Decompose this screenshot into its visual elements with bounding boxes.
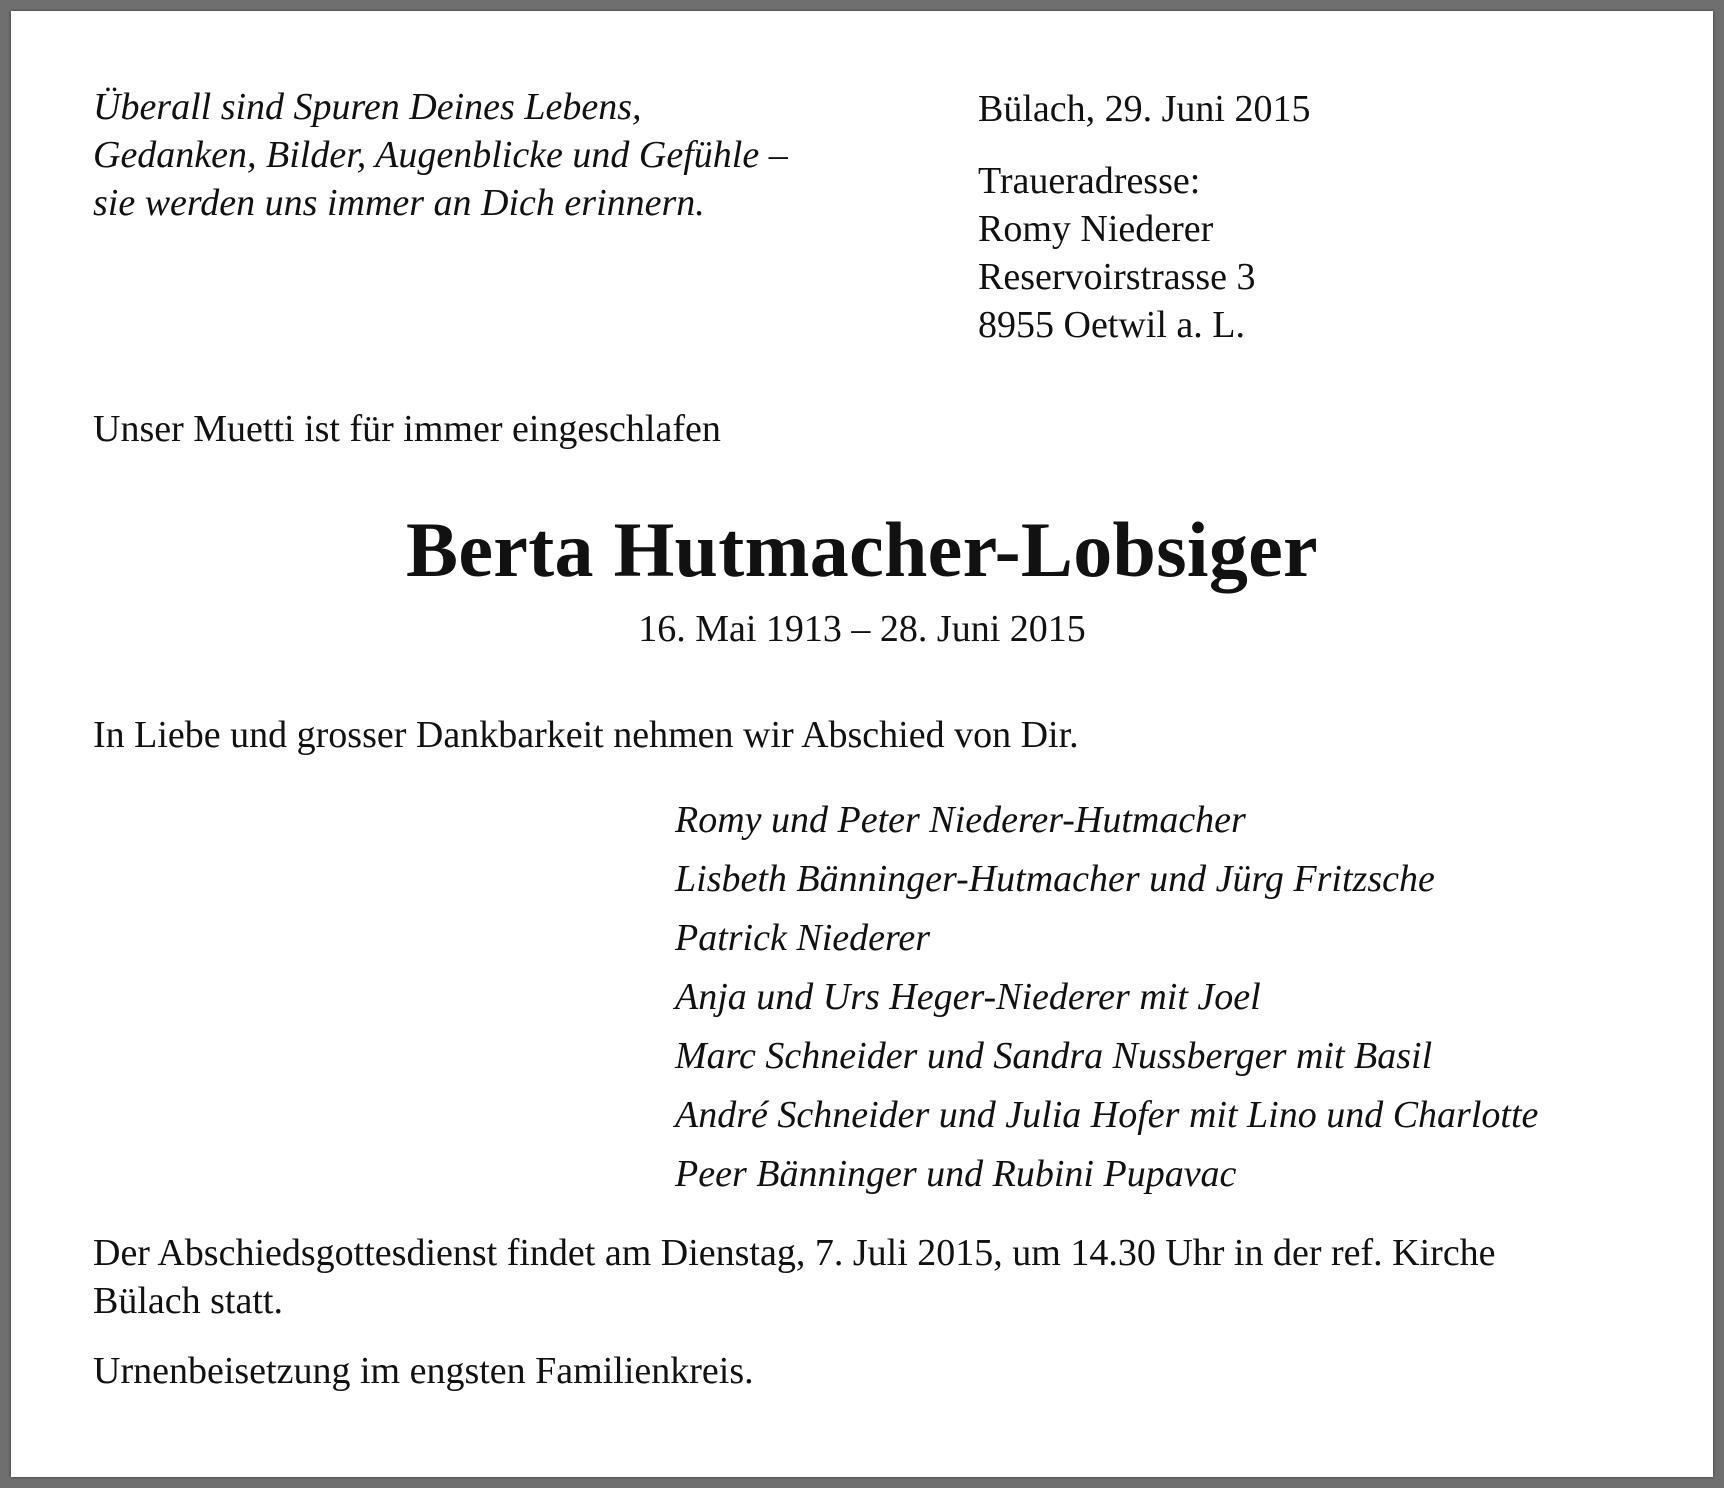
motto-quote — [93, 83, 788, 227]
deceased-name: Berta Hutmacher-Lobsiger — [406, 506, 1318, 593]
mourner-entry: Anja und Urs Heger-Niederer mit Joel — [675, 976, 1261, 1018]
service-line: Der Abschiedsgottesdienst findet am Dienstag, 7. Juli 2015, um 14.30 Uhr in der ref. Kirche — [93, 1232, 1496, 1274]
address-street: Reservoirstrasse 3 — [978, 256, 1256, 298]
mourner-entry: Romy und Peter Niederer-Hutmacher — [675, 799, 1246, 841]
intro-text: Unser Muetti ist für immer eingeschlafen — [93, 408, 721, 450]
obituary-page — [11, 11, 1713, 1477]
motto-line: Überall sind Spuren Deines Lebens, — [93, 86, 642, 128]
address-city: 8955 Oetwil a. L. — [978, 304, 1246, 346]
mourning-address — [978, 157, 1256, 349]
service-notice — [93, 1229, 1496, 1325]
mourner-entry: Patrick Niederer — [675, 917, 931, 959]
mourner-entry: Marc Schneider und Sandra Nussberger mit Basil — [675, 1035, 1433, 1077]
farewell-text: In Liebe und grosser Dankbarkeit nehmen wir Abschied von Dir. — [93, 714, 1079, 756]
urn-burial-notice: Urnenbeisetzung im engsten Familienkreis. — [93, 1350, 754, 1392]
service-line: Bülach statt. — [93, 1280, 283, 1322]
mourner-entry: Lisbeth Bänninger-Hutmacher und Jürg Fritzsche — [675, 858, 1435, 900]
address-name: Romy Niederer — [978, 208, 1214, 250]
motto-line: Gedanken, Bilder, Augenblicke und Gefühle – — [93, 134, 788, 176]
mourners-list — [675, 791, 1538, 1204]
mourner-entry: André Schneider und Julia Hofer mit Lino und Charlotte — [675, 1094, 1539, 1136]
motto-line: sie werden uns immer an Dich erinnern. — [93, 182, 705, 224]
life-dates: 16. Mai 1913 – 28. Juni 2015 — [638, 608, 1086, 650]
place-date: Bülach, 29. Juni 2015 — [978, 88, 1311, 130]
mourner-entry: Peer Bänninger und Rubini Pupavac — [675, 1153, 1237, 1195]
address-heading: Traueradresse: — [978, 160, 1201, 202]
